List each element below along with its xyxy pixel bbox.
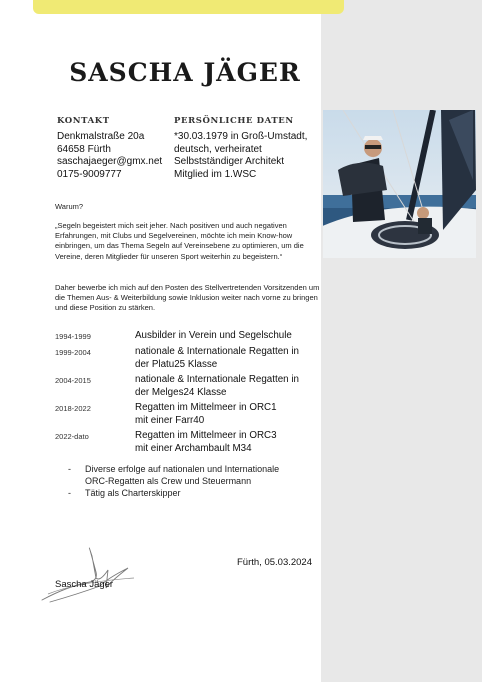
- timeline-years: 2018-2022: [55, 404, 91, 413]
- phone: 0175-9009777: [57, 168, 122, 180]
- application-statement: Daher bewerbe ich mich auf den Posten des Stellvertretenden Vorsitzenden um die Themen Aus- & Weiterbildung sowie Inklusion weiter nach vorne zu bringen und diese Position zu stärken.: [55, 283, 320, 313]
- list-item-text: Diverse erfolge auf nationalen und Internationale ORC-Regatten als Crew und Steuermann: [85, 464, 280, 486]
- timeline-text: nationale & Internationale Regatten in der Platu25 Klasse: [135, 346, 299, 370]
- timeline-text: Regatten im Mittelmeer in ORC3 mit einer Archambault M34: [135, 430, 277, 454]
- contact-block: [57, 131, 162, 181]
- dash-bullet-icon: -: [68, 488, 71, 499]
- highlights-list: [68, 464, 318, 501]
- personal-data-heading: PERSÖNLICHE DATEN: [174, 116, 294, 126]
- signature-name: Sascha Jäger: [55, 579, 114, 590]
- accent-bar: [33, 0, 344, 14]
- list-item-text: Tätig als Charterskipper: [85, 488, 181, 499]
- profession: Selbstständiger Architekt: [174, 156, 285, 168]
- address-street: Denkmalstraße 20a: [57, 131, 145, 142]
- timeline-row: [55, 401, 325, 427]
- address-city: 64658 Fürth: [57, 143, 111, 155]
- timeline-text: Ausbilder in Verein und Segelschule: [135, 330, 292, 341]
- email: saschajaeger@gmx.net: [57, 156, 163, 168]
- personal-data-block: [174, 131, 307, 181]
- timeline-years: 1994-1999: [55, 332, 91, 341]
- timeline-row: [55, 373, 325, 399]
- timeline-years: 2022-dato: [55, 432, 89, 441]
- timeline-row: [55, 429, 325, 455]
- timeline-text: Regatten im Mittelmeer in ORC1 mit einer Farr40: [135, 402, 277, 426]
- sidebar-panel: [321, 0, 482, 682]
- list-item: [68, 488, 318, 500]
- motivation-quote: „Segeln begeistert mich seit jeher. Nach positiven und auch negativen Erfahrungen, mit Clubs und Segelvereinen, möchte ich mein Know-how einbringen, um das Thema Segeln auf Vereinsebene zu optimieren, um die Vereine, deren Mitglieder für unseren Sport weiterhin zu begeistern.“: [55, 221, 304, 261]
- handwritten-signature: [38, 542, 138, 604]
- timeline-years: 1999-2004: [55, 348, 91, 357]
- timeline-row: [55, 345, 325, 371]
- dash-bullet-icon: -: [68, 464, 71, 474]
- timeline-years: 2004-2015: [55, 376, 91, 385]
- list-item: [68, 464, 318, 487]
- contact-heading: KONTAKT: [57, 116, 110, 126]
- nationality-status: deutsch, verheiratet: [174, 143, 262, 155]
- timeline-row: [55, 329, 325, 343]
- timeline-text: nationale & Internationale Regatten in der Melges24 Klasse: [135, 374, 299, 398]
- applicant-name: SASCHA JÄGER: [69, 58, 301, 87]
- why-label: Warum?: [55, 202, 84, 211]
- birth-info: *30.03.1979 in Groß-Umstadt,: [174, 131, 308, 142]
- experience-timeline: [55, 329, 325, 457]
- sailing-photo: [323, 110, 476, 258]
- place-date: Fürth, 05.03.2024: [237, 557, 312, 568]
- membership: Mitglied im 1.WSC: [174, 168, 257, 180]
